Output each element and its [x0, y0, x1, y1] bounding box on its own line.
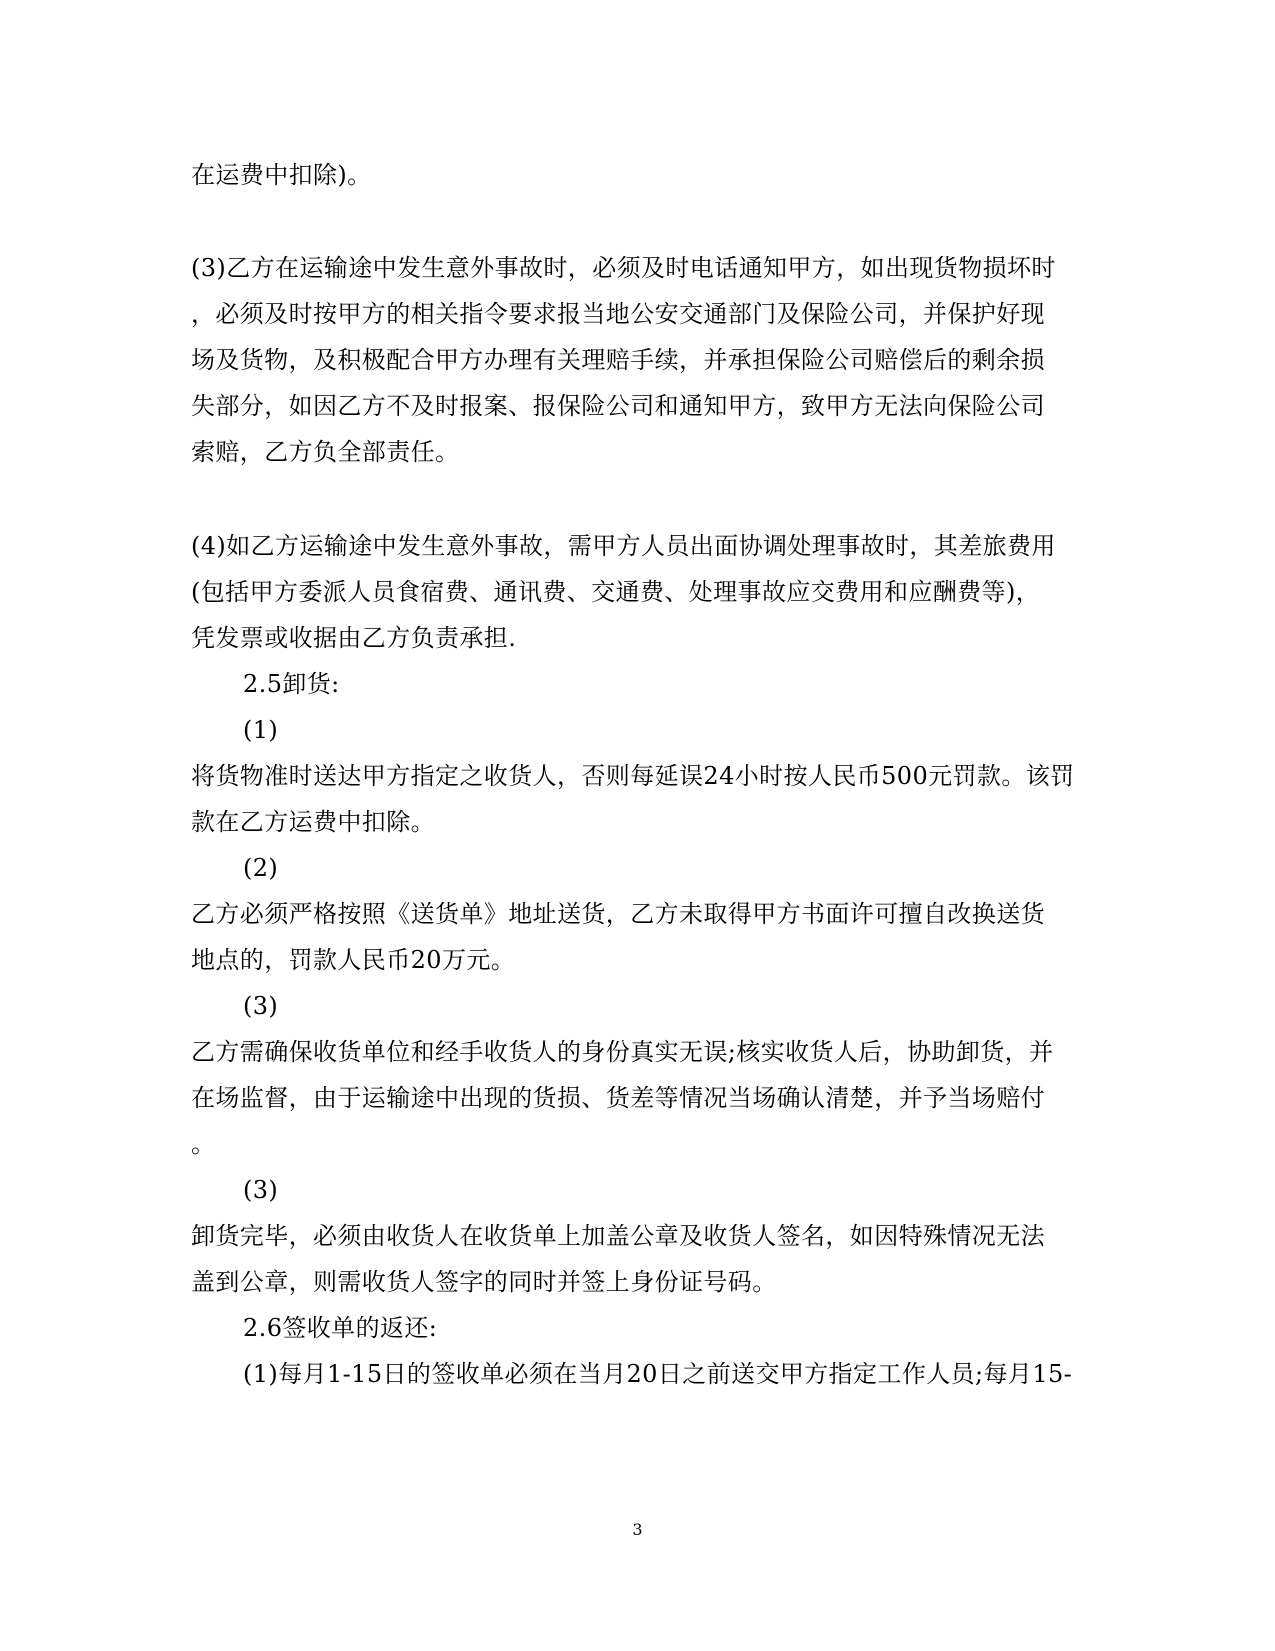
text-line: ，必须及时按甲方的相关指令要求报当地公安交通部门及保险公司，并保护好现 — [191, 300, 1045, 328]
section-heading-2-5: 2.5卸货: — [243, 670, 340, 698]
text-line: 场及货物，及积极配合甲方办理有关理赔手续，并承担保险公司赔偿后的剩余损 — [191, 346, 1045, 374]
text-line: (包括甲方委派人员食宿费、通讯费、交通费、处理事故应交费用和应酬费等)， — [191, 578, 1041, 606]
text-line: (1)每月1-15日的签收单必须在当月20日之前送交甲方指定工作人员;每月15- — [243, 1360, 1073, 1388]
text-line: 卸货完毕，必须由收货人在收货单上加盖公章及收货人签名，如因特殊情况无法 — [191, 1222, 1045, 1250]
text-line: 凭发票或收据由乙方负责承担. — [191, 624, 517, 652]
text-line: 在运费中扣除)。 — [191, 161, 372, 189]
section-heading-2-6: 2.6签收单的返还: — [243, 1314, 438, 1342]
text-line: 将货物准时送达甲方指定之收货人，否则每延误24小时按人民币500元罚款。该罚 — [191, 762, 1075, 790]
text-line: 在场监督，由于运输途中出现的货损、货差等情况当场确认清楚，并予当场赔付 — [191, 1084, 1045, 1112]
clause-4-line: (4)如乙方运输途中发生意外事故，需甲方人员出面协调处理事故时，其差旅费用 — [191, 532, 1056, 560]
clause-3-line: (3)乙方在运输途中发生意外事故时，必须及时电话通知甲方，如出现货物损坏时 — [191, 254, 1056, 282]
page-number: 3 — [632, 1520, 643, 1539]
text-line: 乙方必须严格按照《送货单》地址送货，乙方未取得甲方书面许可擅自改换送货 — [191, 900, 1045, 928]
text-line: 乙方需确保收货单位和经手收货人的身份真实无误;核实收货人后，协助卸货，并 — [191, 1038, 1054, 1066]
text-line: 款在乙方运费中扣除。 — [191, 808, 435, 836]
text-line: 索赔，乙方负全部责任。 — [191, 438, 460, 466]
item-number: (3) — [243, 1176, 279, 1204]
item-number: (2) — [243, 854, 279, 882]
text-line: 。 — [191, 1130, 216, 1158]
text-line: 盖到公章，则需收货人签字的同时并签上身份证号码。 — [191, 1268, 777, 1296]
item-number: (3) — [243, 992, 279, 1020]
text-line: 失部分，如因乙方不及时报案、报保险公司和通知甲方，致甲方无法向保险公司 — [191, 392, 1045, 420]
text-line: 地点的，罚款人民币20万元。 — [191, 946, 516, 974]
item-number: (1) — [243, 716, 279, 744]
